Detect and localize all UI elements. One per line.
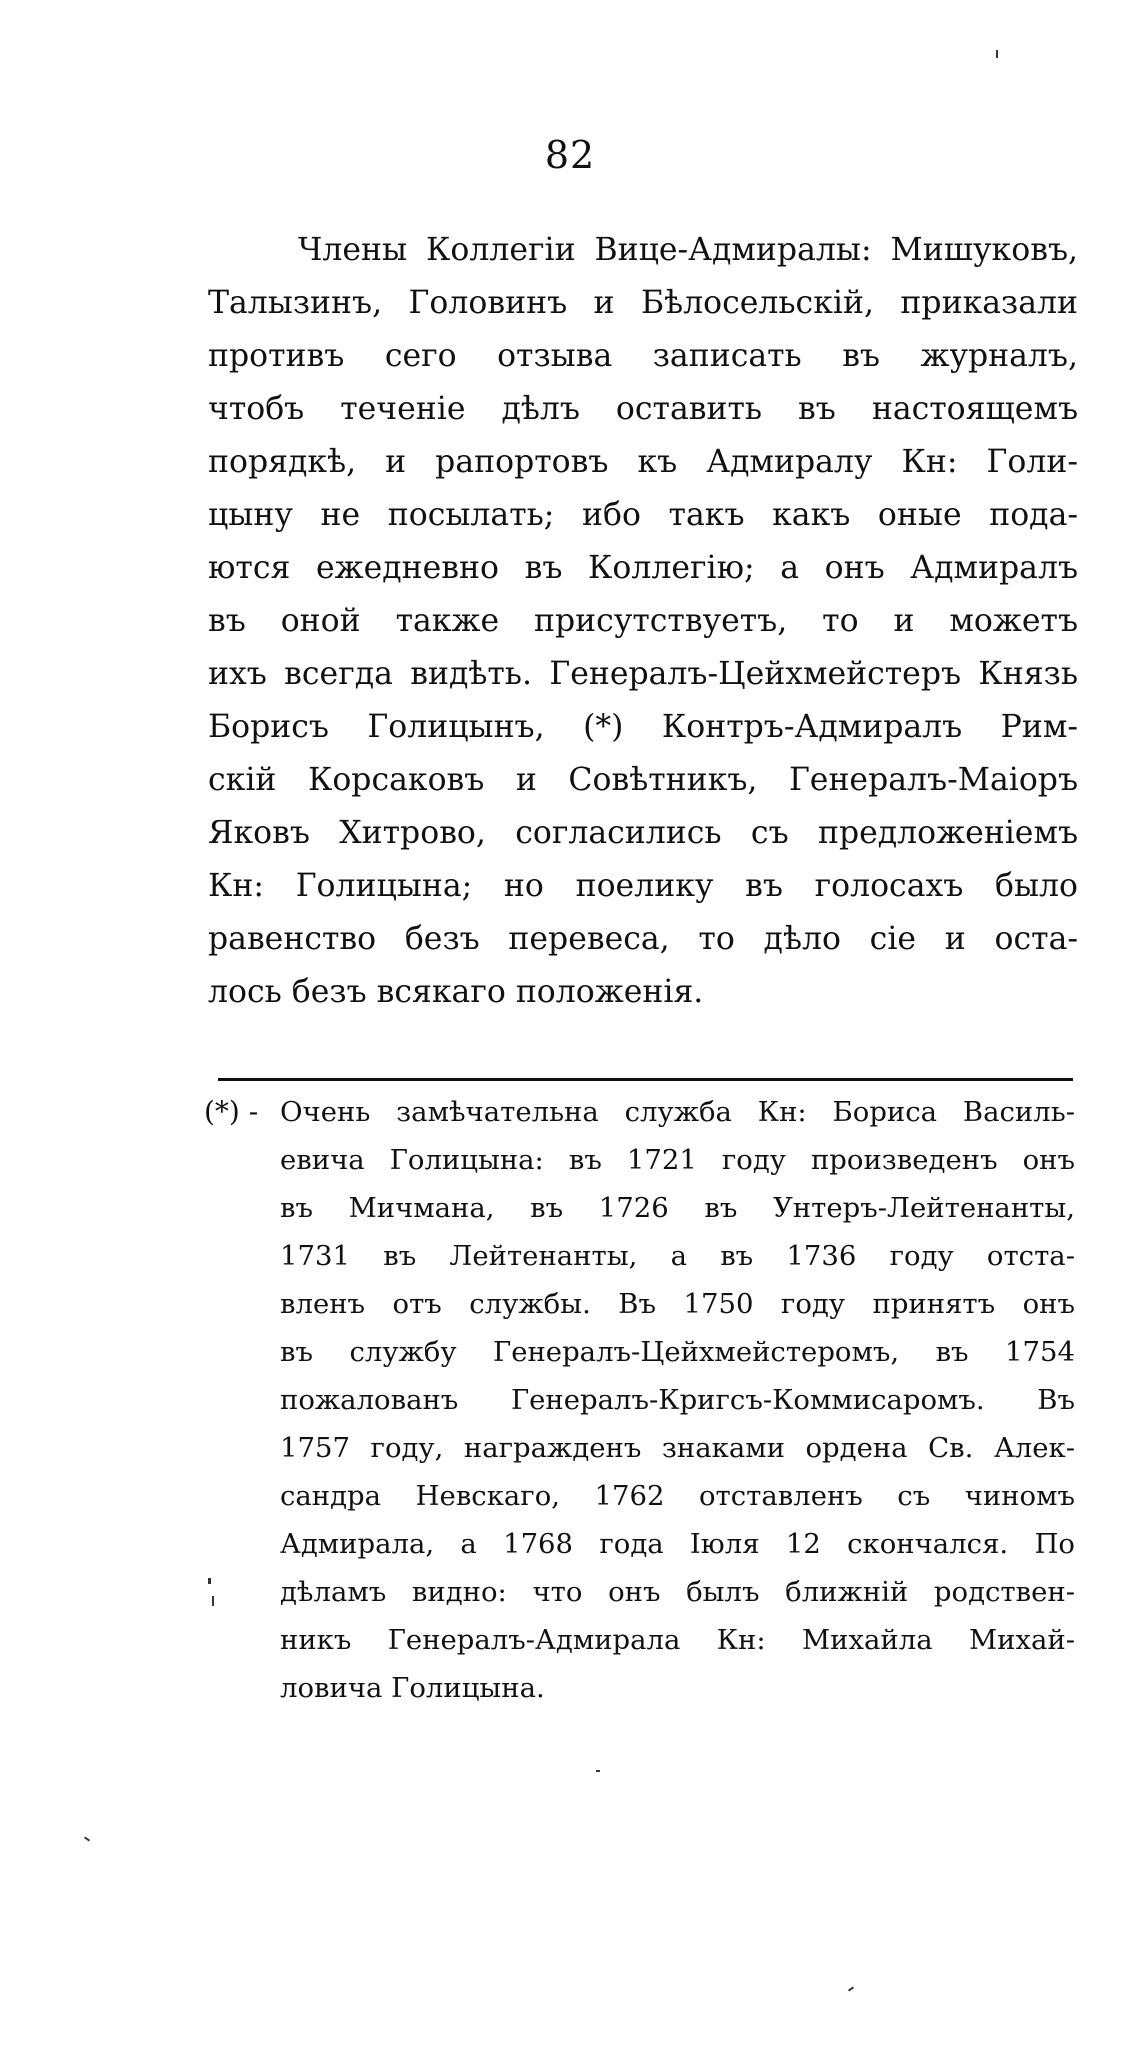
body-line: цыну не посылать; ибо такъ какъ оные пода- xyxy=(208,497,1078,533)
footnote-line: сандра Невскаго, 1762 отставленъ съ чиномъ xyxy=(280,1480,1075,1512)
body-line: Борисъ Голицынъ, (*) Контръ-Адмиралъ Рим- xyxy=(208,709,1078,745)
page-number: 82 xyxy=(544,133,596,177)
body-line: лось безъ всякаго положенія. xyxy=(208,974,704,1010)
main-paragraph xyxy=(208,224,1078,1019)
footnote-line: никъ Генералъ-Адмирала Кн: Михайла Михай- xyxy=(280,1624,1075,1656)
scan-speck xyxy=(996,50,998,58)
footnote-line: пожалованъ Генералъ-Кригсъ-Коммисаромъ. Въ xyxy=(280,1384,1075,1416)
scan-speck xyxy=(84,1836,90,1841)
body-line: въ оной также присутствуетъ, то и можетъ xyxy=(208,603,1078,639)
footnote-line: 1731 въ Лейтенанты, а въ 1736 году отста- xyxy=(280,1240,1075,1272)
body-line: Члены Коллегіи Вице-Адмиралы: Мишуковъ, xyxy=(298,232,1078,268)
scan-speck xyxy=(848,1986,854,1991)
footnote-line: вленъ отъ службы. Въ 1750 году принятъ онъ xyxy=(280,1288,1075,1320)
scan-speck xyxy=(596,1770,600,1772)
footnote-line: Очень замѣчательна служба Кн: Бориса Василь- xyxy=(280,1096,1075,1128)
body-line: порядкѣ, и рапортовъ къ Адмиралу Кн: Голи- xyxy=(208,444,1078,480)
body-line: противъ сего отзыва записать въ журналъ, xyxy=(208,338,1078,374)
body-line: скій Корсаковъ и Совѣтникъ, Генералъ-Маіоръ xyxy=(208,762,1078,798)
footnote-separator-rule xyxy=(218,1078,1073,1081)
scan-speck xyxy=(212,1596,214,1606)
body-line: чтобъ теченіе дѣлъ оставить въ настоящемъ xyxy=(208,391,1078,427)
scan-speck xyxy=(208,1578,211,1584)
footnote-marker: (*) - xyxy=(204,1095,259,1128)
footnote-line: евича Голицына: въ 1721 году произведенъ онъ xyxy=(280,1144,1075,1176)
body-line: Кн: Голицына; но поелику въ голосахъ было xyxy=(208,868,1078,904)
footnote-line: въ Мичмана, въ 1726 въ Унтеръ-Лейтенанты, xyxy=(280,1192,1075,1224)
footnote-line: дѣламъ видно: что онъ былъ ближній родствен- xyxy=(280,1576,1075,1608)
body-line: ются ежедневно въ Коллегію; а онъ Адмиралъ xyxy=(208,550,1078,586)
body-line: Яковъ Хитрово, согласились съ предложеніемъ xyxy=(208,815,1078,851)
footnote-line: Адмирала, а 1768 года Іюля 12 скончался. По xyxy=(280,1528,1075,1560)
footnote-line: въ службу Генералъ-Цейхмейстеромъ, въ 1754 xyxy=(280,1336,1075,1368)
footnote-line: 1757 году, награжденъ знаками ордена Св. Алек- xyxy=(280,1432,1075,1464)
footnote xyxy=(280,1088,1075,1712)
body-line: Талызинъ, Головинъ и Бѣлосельскій, приказали xyxy=(208,285,1078,321)
footnote-line: ловича Голицына. xyxy=(280,1672,545,1704)
body-line: ихъ всегда видѣть. Генералъ-Цейхмейстеръ Князь xyxy=(208,656,1078,692)
body-line: равенство безъ перевеса, то дѣло сіе и оста- xyxy=(208,921,1078,957)
